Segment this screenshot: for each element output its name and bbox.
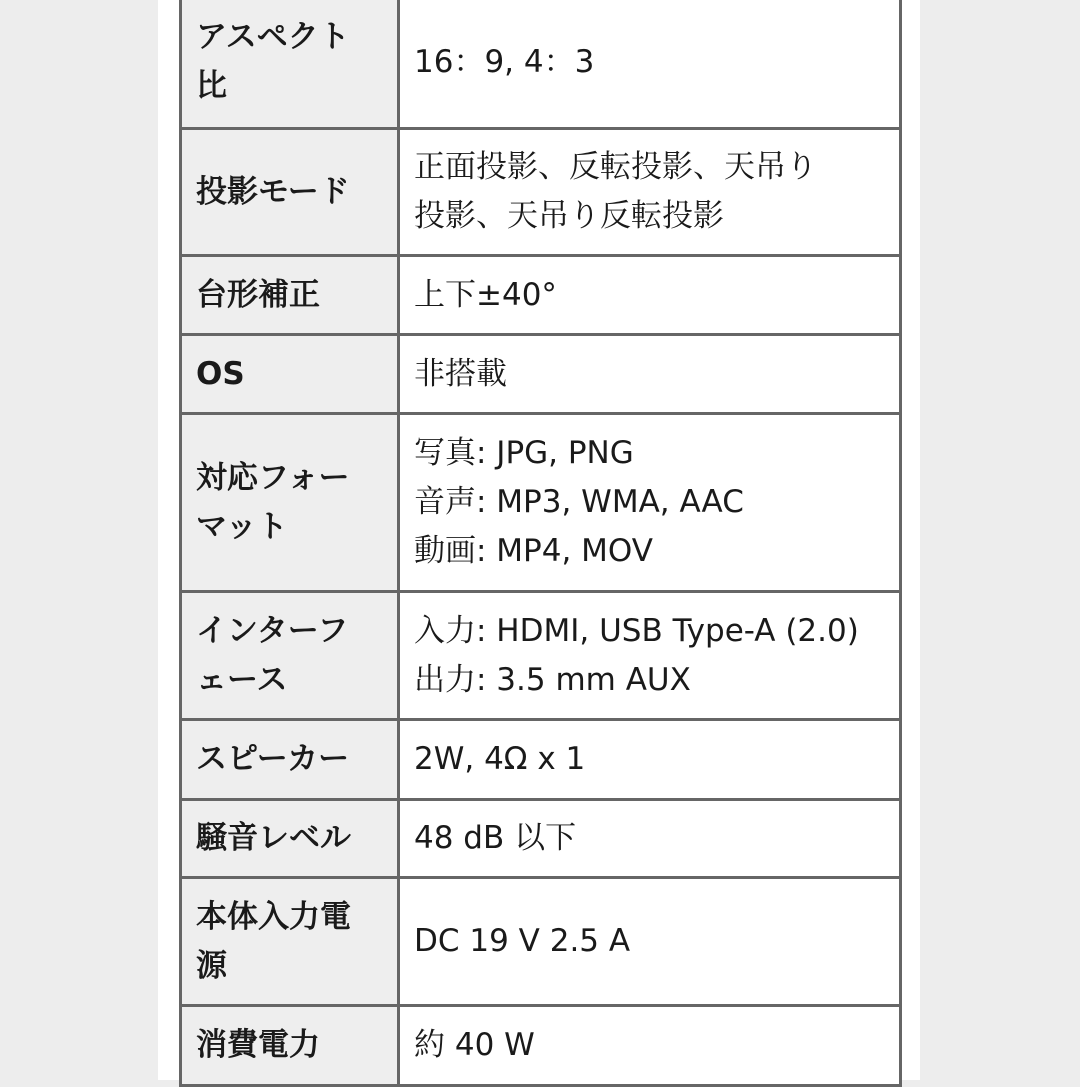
value-line: 非搭載 — [414, 355, 507, 392]
label-line: 投影モード — [196, 173, 350, 210]
row-value — [399, 1006, 901, 1086]
row-value — [399, 720, 901, 800]
value-line: 入力: HDMI, USB Type-A (2.0) — [414, 612, 859, 649]
row-label — [181, 335, 399, 414]
label-line: 源 — [196, 947, 227, 984]
value-line: 音声: MP3, WMA, AAC — [414, 484, 744, 520]
label-line: マット — [196, 508, 288, 545]
label-line: スピーカー — [196, 741, 350, 777]
value-line: 動画: MP4, MOV — [414, 533, 653, 569]
value-line: 16：9, 4：3 — [414, 43, 595, 80]
label-line: 対応フォー — [196, 459, 350, 496]
value-line: 約 40 W — [414, 1027, 535, 1063]
row-label — [181, 720, 399, 800]
row-label — [181, 414, 399, 592]
row-value — [399, 592, 901, 720]
label-line: 騒音レベル — [196, 820, 351, 856]
value-line: 写真: JPG, PNG — [414, 435, 634, 471]
row-label — [181, 0, 399, 129]
row-value — [399, 414, 901, 592]
label-line: アスペクト — [196, 19, 350, 55]
value-line: 2W, 4Ω x 1 — [414, 741, 586, 777]
table-row-aspect-ratio — [181, 0, 901, 129]
row-label — [181, 878, 399, 1006]
row-value — [399, 0, 901, 129]
value-line: 48 dB 以下 — [414, 820, 577, 856]
spec-table — [179, 0, 902, 1087]
label-line: OS — [196, 355, 245, 392]
row-label — [181, 800, 399, 878]
label-line: 台形補正 — [196, 276, 320, 313]
label-line: 比 — [196, 68, 227, 104]
label-line: 本体入力電 — [196, 898, 351, 935]
value-line: 出力: 3.5 mm AUX — [414, 661, 691, 698]
value-line: 正面投影、反転投影、天吊り — [414, 149, 817, 185]
value-line: DC 19 V 2.5 A — [414, 923, 631, 959]
table-row-power-input — [181, 878, 901, 1006]
row-label — [181, 256, 399, 335]
row-value — [399, 129, 901, 256]
row-label — [181, 592, 399, 720]
row-value — [399, 878, 901, 1006]
row-label — [181, 1006, 399, 1086]
table-row-power-consumption — [181, 1006, 901, 1086]
row-value — [399, 256, 901, 335]
row-value — [399, 800, 901, 878]
table-row-interface — [181, 592, 901, 720]
table-row-os — [181, 335, 901, 414]
row-value — [399, 335, 901, 414]
table-row-noise-level — [181, 800, 901, 878]
row-label — [181, 129, 399, 256]
table-row-keystone — [181, 256, 901, 335]
table-row-projection-mode — [181, 129, 901, 256]
value-line: 上下±40° — [414, 276, 557, 313]
table-row-formats — [181, 414, 901, 592]
value-line: 投影、天吊り反転投影 — [414, 198, 724, 234]
label-line: 消費電力 — [196, 1027, 320, 1063]
label-line: ェース — [196, 661, 288, 698]
table-row-speaker — [181, 720, 901, 800]
label-line: インターフ — [196, 612, 349, 649]
